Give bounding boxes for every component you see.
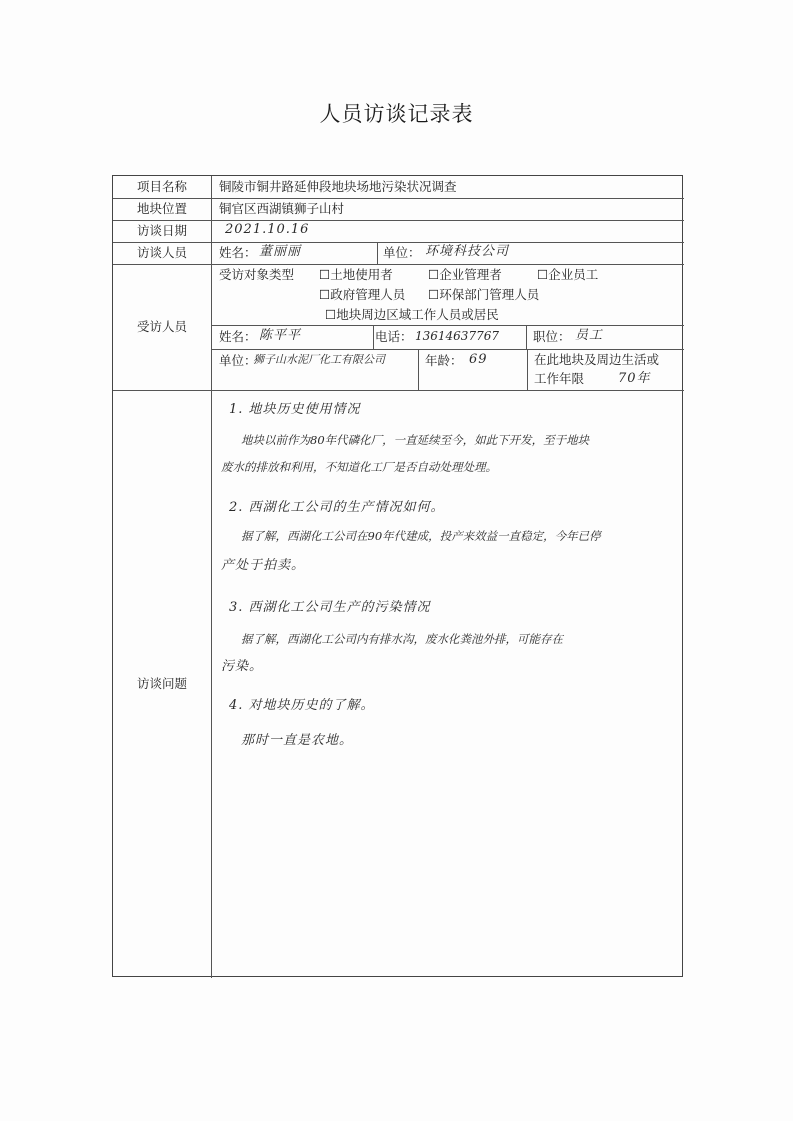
interviewee-position-value: 员工 <box>575 328 604 343</box>
interviewee-type-label: 受访对象类型 <box>219 267 295 282</box>
type-option-label: 政府管理人员 <box>330 287 406 302</box>
type-option-nearby-resident[interactable] <box>325 307 499 323</box>
interviewee-phone-label: 电话： <box>375 329 413 344</box>
answer-3-line-2: 污染。 <box>221 659 264 674</box>
interviewer-unit-label: 单位： <box>383 245 421 260</box>
checkbox-icon[interactable]: ☐ <box>428 267 440 282</box>
checkbox-icon[interactable]: ☐ <box>537 267 549 282</box>
page-title: 人员访谈记录表 <box>319 102 474 126</box>
interviewer-name-label: 姓名： <box>219 245 257 260</box>
type-option-enterprise-manager[interactable] <box>428 267 502 283</box>
years-label-line1: 在此地块及周边生活或 <box>534 352 660 367</box>
type-option-label: 地块周边区域工作人员或居民 <box>336 307 499 322</box>
interviewer-label: 访谈人员 <box>136 245 187 260</box>
interviewee-position-label: 职位： <box>533 329 571 344</box>
question-4: 4. 对地块历史的了解。 <box>229 698 375 713</box>
interview-record-table <box>112 175 683 977</box>
site-location-value: 铜官区西湖镇狮子山村 <box>219 201 345 216</box>
project-name-label: 项目名称 <box>136 179 187 194</box>
checkbox-icon[interactable]: ☐ <box>319 287 331 302</box>
answer-1-line-1: 地块以前作为80年代磷化厂，一直延续至今，如此下开发，至于地块 <box>241 433 590 447</box>
type-option-label: 环保部门管理人员 <box>439 287 540 302</box>
questions-label: 访谈问题 <box>136 676 187 691</box>
type-option-label: 土地使用者 <box>330 267 393 282</box>
interviewee-unit-label: 单位： <box>219 353 257 368</box>
checkbox-icon[interactable]: ☐ <box>319 267 331 282</box>
years-label-line2: 工作年限 <box>534 371 585 386</box>
type-option-land-user[interactable] <box>319 267 393 283</box>
answer-1-line-2: 废水的排放和利用，不知道化工厂是否自动处理处理。 <box>221 460 497 474</box>
question-1: 1. 地块历史使用情况 <box>229 402 361 417</box>
checkbox-icon[interactable]: ☐ <box>428 287 440 302</box>
interviewee-phone-value: 13614637767 <box>415 329 499 343</box>
interview-date-label: 访谈日期 <box>136 223 187 238</box>
type-option-label: 企业员工 <box>548 267 599 282</box>
years-value: 70年 <box>618 371 651 386</box>
answer-2-line-2: 产处于拍卖。 <box>221 558 306 573</box>
type-option-government-staff[interactable] <box>319 287 405 303</box>
question-2: 2. 西湖化工公司的生产情况如何。 <box>229 500 445 515</box>
project-name-value: 铜陵市铜井路延伸段地块场地污染状况调查 <box>219 179 457 194</box>
answer-3-line-1: 据了解，西湖化工公司内有排水沟，废水化粪池外排，可能存在 <box>241 632 563 646</box>
checkbox-icon[interactable]: ☐ <box>325 307 337 322</box>
interviewee-name-value: 陈平平 <box>259 328 302 343</box>
type-option-environment-staff[interactable] <box>428 287 539 303</box>
question-3: 3. 西湖化工公司生产的污染情况 <box>229 600 431 615</box>
answer-4-line-1: 那时一直是农地。 <box>241 733 354 748</box>
interviewee-age-value: 69 <box>469 352 488 367</box>
interviewee-unit-value: 狮子山水泥厂化工有限公司 <box>253 353 385 366</box>
interview-date-value: 2021.10.16 <box>225 222 310 237</box>
answer-2-line-1: 据了解，西湖化工公司在90年代建成，投产来效益一直稳定，今年已停 <box>241 529 601 543</box>
site-location-label: 地块位置 <box>136 201 187 216</box>
interviewee-label: 受访人员 <box>136 319 187 334</box>
interviewee-name-label: 姓名： <box>219 329 257 344</box>
type-option-label: 企业管理者 <box>439 267 502 282</box>
interviewee-age-label: 年龄： <box>425 353 463 368</box>
interviewer-name-value: 董丽丽 <box>259 244 302 259</box>
type-option-enterprise-staff[interactable] <box>537 267 598 283</box>
interviewer-unit-value: 环境科技公司 <box>425 244 510 259</box>
